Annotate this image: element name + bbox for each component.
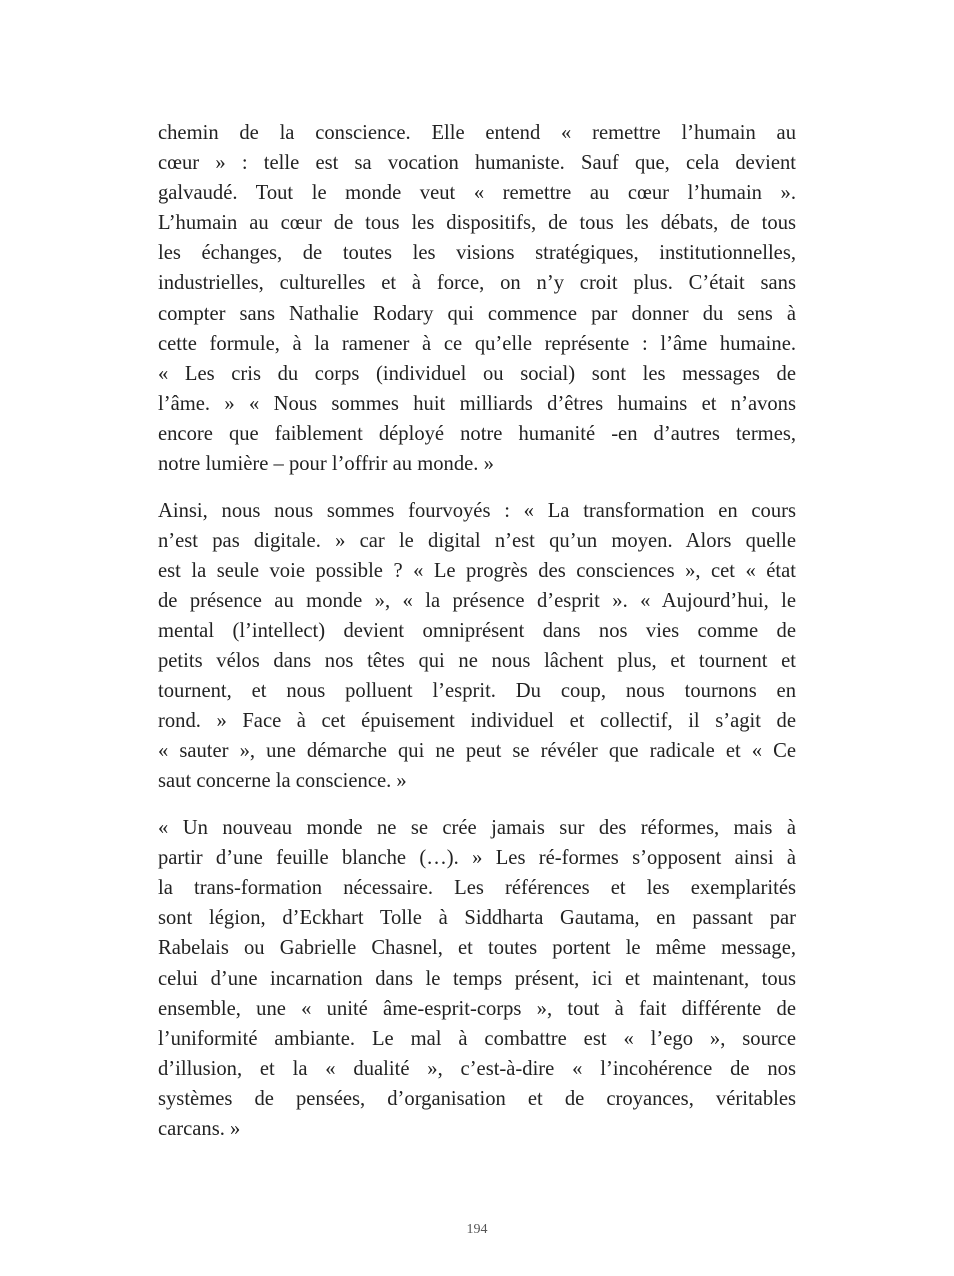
paragraph-line: carcans. »	[158, 1118, 241, 1140]
paragraph-1	[158, 118, 796, 479]
paragraph-line: cette formule, à la ramener à ce qu’elle représente : l’âme humaine.	[158, 332, 796, 355]
paragraph-line: l’âme. » « Nous sommes huit milliards d’êtres humains et n’avons	[158, 392, 796, 415]
paragraph-line: la trans-formation nécessaire. Les références et les exemplarités	[158, 877, 796, 900]
paragraph-2	[158, 496, 796, 797]
paragraph-line: celui d’une incarnation dans le temps présent, ici et maintenant, tous	[158, 967, 796, 990]
paragraph-line: l’uniformité ambiante. Le mal à combattre est « l’ego », source	[158, 1027, 796, 1050]
paragraph-line: « Les cris du corps (individuel ou social) sont les messages de	[158, 362, 796, 385]
paragraph-line: L’humain au cœur de tous les dispositifs, de tous les débats, de tous	[158, 212, 796, 235]
paragraph-line: ensemble, une « unité âme-esprit-corps », tout à fait différente de	[158, 997, 796, 1020]
paragraph-line: saut concerne la conscience. »	[158, 770, 407, 793]
paragraph-line: partir d’une feuille blanche (…). » Les ré-formes s’opposent ainsi à	[158, 847, 796, 870]
paragraph-3	[158, 813, 796, 1144]
paragraph-line: sont légion, d’Eckhart Tolle à Siddharta Gautama, en passant par	[158, 907, 796, 930]
paragraph-line: de présence au monde », « la présence d’esprit ». « Aujourd’hui, le	[158, 589, 796, 612]
paragraph-line: « Un nouveau monde ne se crée jamais sur des réformes, mais à	[158, 817, 796, 840]
paragraph-line: Ainsi, nous nous sommes fourvoyés : « La transformation en cours	[158, 499, 796, 522]
paragraph-line: est la seule voie possible ? « Le progrès des consciences », cet « état	[158, 559, 796, 582]
paragraph-line: mental (l’intellect) devient omniprésent dans nos vies comme de	[158, 620, 796, 642]
page-body	[158, 118, 796, 1144]
paragraph-line: n’est pas digitale. » car le digital n’est qu’un moyen. Alors quelle	[158, 529, 796, 552]
paragraph-line: petits vélos dans nos têtes qui ne nous lâchent plus, et tournent et	[158, 650, 796, 673]
paragraph-line: galvaudé. Tout le monde veut « remettre au cœur l’humain ».	[158, 182, 796, 205]
paragraph-line: Rabelais ou Gabrielle Chasnel, et toutes portent le même message,	[158, 937, 796, 960]
paragraph-line: encore que faiblement déployé notre humanité -en d’autres termes,	[158, 422, 796, 445]
paragraph-line: cœur » : telle est sa vocation humaniste. Sauf que, cela devient	[158, 152, 796, 175]
paragraph-line: industrielles, culturelles et à force, on n’y croit plus. C’était sans	[158, 272, 796, 295]
paragraph-line: les échanges, de toutes les visions stratégiques, institutionnelles,	[158, 242, 796, 265]
paragraph-line: compter sans Nathalie Rodary qui commence par donner du sens à	[158, 302, 796, 325]
paragraph-line: chemin de la conscience. Elle entend « remettre l’humain au	[158, 122, 796, 144]
paragraph-line: tournent, et nous polluent l’esprit. Du coup, nous tournons en	[158, 680, 796, 703]
page-number: 194	[466, 1222, 488, 1237]
paragraph-line: notre lumière – pour l’offrir au monde. »	[158, 453, 494, 476]
paragraph-line: « sauter », une démarche qui ne peut se révéler que radicale et « Ce	[158, 740, 796, 763]
paragraph-line: systèmes de pensées, d’organisation et de croyances, véritables	[158, 1087, 796, 1110]
paragraph-line: d’illusion, et la « dualité », c’est-à-dire « l’incohérence de nos	[158, 1057, 796, 1080]
paragraph-line: rond. » Face à cet épuisement individuel et collectif, il s’agit de	[158, 710, 796, 733]
